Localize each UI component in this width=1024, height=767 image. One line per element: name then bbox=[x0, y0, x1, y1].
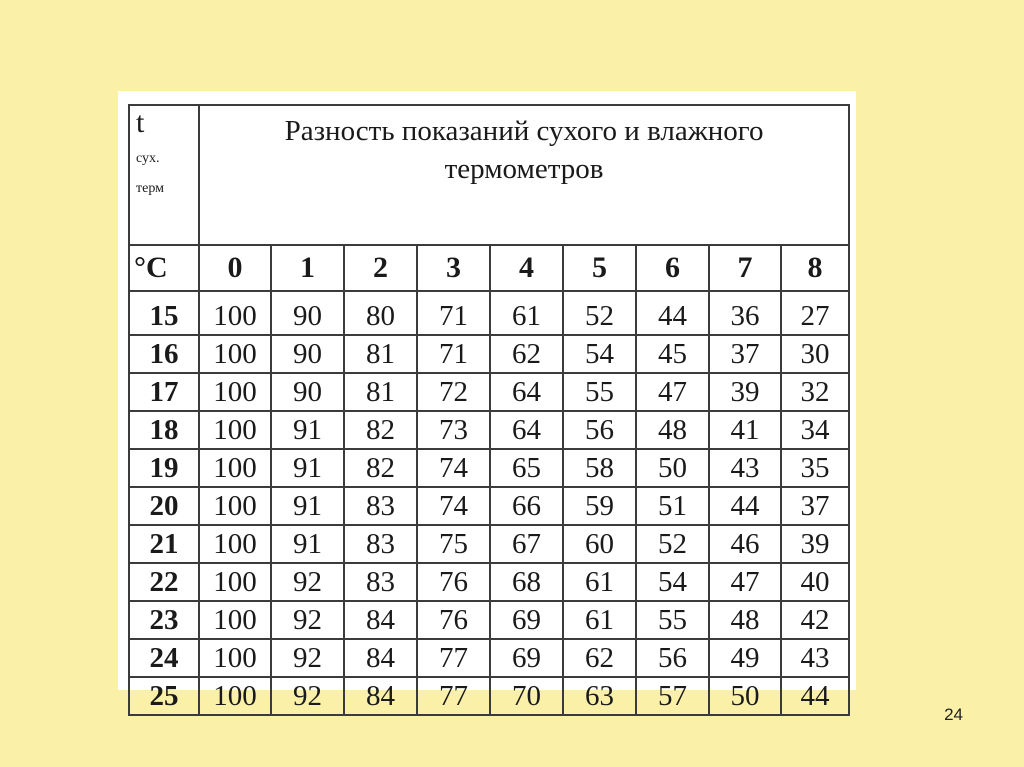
corner-thermometer-label: терм bbox=[136, 181, 164, 196]
table-title bbox=[199, 105, 849, 245]
humidity-cell: 62 bbox=[563, 639, 636, 677]
humidity-cell: 63 bbox=[563, 677, 636, 715]
humidity-cell: 34 bbox=[781, 411, 849, 449]
humidity-cell: 82 bbox=[344, 449, 417, 487]
column-header: 4 bbox=[490, 245, 563, 291]
humidity-cell: 66 bbox=[490, 487, 563, 525]
column-header-row bbox=[129, 245, 849, 291]
humidity-cell: 48 bbox=[709, 601, 781, 639]
humidity-cell: 73 bbox=[417, 411, 490, 449]
humidity-cell: 100 bbox=[199, 639, 271, 677]
humidity-cell: 56 bbox=[636, 639, 709, 677]
humidity-cell: 91 bbox=[271, 525, 344, 563]
table-title-line1: Разность показаний сухого и влажного bbox=[284, 115, 764, 147]
humidity-cell: 62 bbox=[490, 335, 563, 373]
temperature-cell: 19 bbox=[129, 449, 199, 487]
humidity-cell: 100 bbox=[199, 449, 271, 487]
temperature-cell: 16 bbox=[129, 335, 199, 373]
humidity-cell: 40 bbox=[781, 563, 849, 601]
humidity-cell: 30 bbox=[781, 335, 849, 373]
humidity-cell: 74 bbox=[417, 449, 490, 487]
table-row bbox=[129, 525, 849, 563]
table-row bbox=[129, 335, 849, 373]
table-title-line2: термометров bbox=[444, 153, 604, 185]
temperature-cell: 24 bbox=[129, 639, 199, 677]
humidity-cell: 39 bbox=[781, 525, 849, 563]
humidity-cell: 100 bbox=[199, 373, 271, 411]
humidity-cell: 83 bbox=[344, 563, 417, 601]
humidity-cell: 81 bbox=[344, 373, 417, 411]
humidity-cell: 82 bbox=[344, 411, 417, 449]
humidity-cell: 43 bbox=[781, 639, 849, 677]
humidity-cell: 44 bbox=[709, 487, 781, 525]
humidity-cell: 51 bbox=[636, 487, 709, 525]
table-row bbox=[129, 639, 849, 677]
humidity-cell: 100 bbox=[199, 525, 271, 563]
table-row bbox=[129, 601, 849, 639]
humidity-cell: 61 bbox=[563, 601, 636, 639]
humidity-cell: 47 bbox=[636, 373, 709, 411]
psychrometric-table bbox=[128, 104, 850, 716]
title-row bbox=[129, 105, 849, 245]
corner-dry-label: сух. bbox=[136, 151, 160, 166]
table-row bbox=[129, 449, 849, 487]
table-row bbox=[129, 487, 849, 525]
humidity-cell: 100 bbox=[199, 487, 271, 525]
humidity-cell: 64 bbox=[490, 373, 563, 411]
corner-t-label: t bbox=[136, 106, 145, 139]
humidity-cell: 69 bbox=[490, 601, 563, 639]
humidity-cell: 32 bbox=[781, 373, 849, 411]
humidity-cell: 54 bbox=[563, 335, 636, 373]
humidity-cell: 100 bbox=[199, 335, 271, 373]
humidity-cell: 39 bbox=[709, 373, 781, 411]
humidity-cell: 75 bbox=[417, 525, 490, 563]
temperature-cell: 15 bbox=[129, 291, 199, 335]
humidity-cell: 74 bbox=[417, 487, 490, 525]
humidity-cell: 56 bbox=[563, 411, 636, 449]
humidity-cell: 71 bbox=[417, 335, 490, 373]
table-row bbox=[129, 411, 849, 449]
humidity-cell: 35 bbox=[781, 449, 849, 487]
humidity-cell: 42 bbox=[781, 601, 849, 639]
column-header: 5 bbox=[563, 245, 636, 291]
column-header: 8 bbox=[781, 245, 849, 291]
column-header: 3 bbox=[417, 245, 490, 291]
humidity-cell: 60 bbox=[563, 525, 636, 563]
humidity-cell: 71 bbox=[417, 291, 490, 335]
temperature-cell: 22 bbox=[129, 563, 199, 601]
humidity-cell: 46 bbox=[709, 525, 781, 563]
page-number: 24 bbox=[944, 705, 963, 724]
humidity-cell: 76 bbox=[417, 563, 490, 601]
humidity-cell: 69 bbox=[490, 639, 563, 677]
humidity-cell: 83 bbox=[344, 487, 417, 525]
table-row bbox=[129, 677, 849, 715]
humidity-cell: 90 bbox=[271, 335, 344, 373]
unit-header: °C bbox=[129, 245, 199, 291]
humidity-cell: 83 bbox=[344, 525, 417, 563]
humidity-cell: 91 bbox=[271, 411, 344, 449]
humidity-cell: 91 bbox=[271, 449, 344, 487]
humidity-cell: 54 bbox=[636, 563, 709, 601]
humidity-cell: 91 bbox=[271, 487, 344, 525]
temperature-cell: 20 bbox=[129, 487, 199, 525]
humidity-cell: 41 bbox=[709, 411, 781, 449]
column-header: 7 bbox=[709, 245, 781, 291]
temperature-cell: 25 bbox=[129, 677, 199, 715]
column-header: 0 bbox=[199, 245, 271, 291]
humidity-cell: 90 bbox=[271, 373, 344, 411]
table-row bbox=[129, 563, 849, 601]
humidity-cell: 50 bbox=[636, 449, 709, 487]
humidity-cell: 100 bbox=[199, 601, 271, 639]
humidity-cell: 92 bbox=[271, 563, 344, 601]
humidity-cell: 36 bbox=[709, 291, 781, 335]
temperature-cell: 21 bbox=[129, 525, 199, 563]
humidity-cell: 100 bbox=[199, 411, 271, 449]
humidity-cell: 64 bbox=[490, 411, 563, 449]
humidity-cell: 84 bbox=[344, 677, 417, 715]
humidity-cell: 61 bbox=[490, 291, 563, 335]
humidity-cell: 77 bbox=[417, 639, 490, 677]
humidity-cell: 27 bbox=[781, 291, 849, 335]
column-header: 6 bbox=[636, 245, 709, 291]
humidity-cell: 49 bbox=[709, 639, 781, 677]
humidity-cell: 80 bbox=[344, 291, 417, 335]
table-row bbox=[129, 373, 849, 411]
humidity-cell: 61 bbox=[563, 563, 636, 601]
table-body bbox=[129, 291, 849, 715]
humidity-cell: 92 bbox=[271, 677, 344, 715]
humidity-cell: 37 bbox=[709, 335, 781, 373]
humidity-cell: 100 bbox=[199, 563, 271, 601]
humidity-cell: 68 bbox=[490, 563, 563, 601]
column-header: 1 bbox=[271, 245, 344, 291]
humidity-cell: 59 bbox=[563, 487, 636, 525]
psychrometric-table-image bbox=[118, 91, 856, 712]
table-row bbox=[129, 291, 849, 335]
humidity-cell: 84 bbox=[344, 601, 417, 639]
humidity-cell: 45 bbox=[636, 335, 709, 373]
humidity-cell: 76 bbox=[417, 601, 490, 639]
corner-cell bbox=[129, 105, 199, 245]
humidity-cell: 57 bbox=[636, 677, 709, 715]
humidity-cell: 58 bbox=[563, 449, 636, 487]
humidity-cell: 44 bbox=[636, 291, 709, 335]
temperature-cell: 17 bbox=[129, 373, 199, 411]
humidity-cell: 84 bbox=[344, 639, 417, 677]
humidity-cell: 52 bbox=[636, 525, 709, 563]
humidity-cell: 52 bbox=[563, 291, 636, 335]
humidity-cell: 44 bbox=[781, 677, 849, 715]
humidity-cell: 92 bbox=[271, 639, 344, 677]
humidity-cell: 48 bbox=[636, 411, 709, 449]
humidity-cell: 77 bbox=[417, 677, 490, 715]
humidity-cell: 37 bbox=[781, 487, 849, 525]
humidity-cell: 65 bbox=[490, 449, 563, 487]
humidity-cell: 92 bbox=[271, 601, 344, 639]
column-header: 2 bbox=[344, 245, 417, 291]
humidity-cell: 55 bbox=[636, 601, 709, 639]
humidity-cell: 55 bbox=[563, 373, 636, 411]
temperature-cell: 18 bbox=[129, 411, 199, 449]
humidity-cell: 81 bbox=[344, 335, 417, 373]
humidity-cell: 72 bbox=[417, 373, 490, 411]
humidity-cell: 70 bbox=[490, 677, 563, 715]
humidity-cell: 43 bbox=[709, 449, 781, 487]
humidity-cell: 100 bbox=[199, 677, 271, 715]
temperature-cell: 23 bbox=[129, 601, 199, 639]
humidity-cell: 50 bbox=[709, 677, 781, 715]
humidity-cell: 67 bbox=[490, 525, 563, 563]
humidity-cell: 90 bbox=[271, 291, 344, 335]
humidity-cell: 47 bbox=[709, 563, 781, 601]
humidity-cell: 100 bbox=[199, 291, 271, 335]
